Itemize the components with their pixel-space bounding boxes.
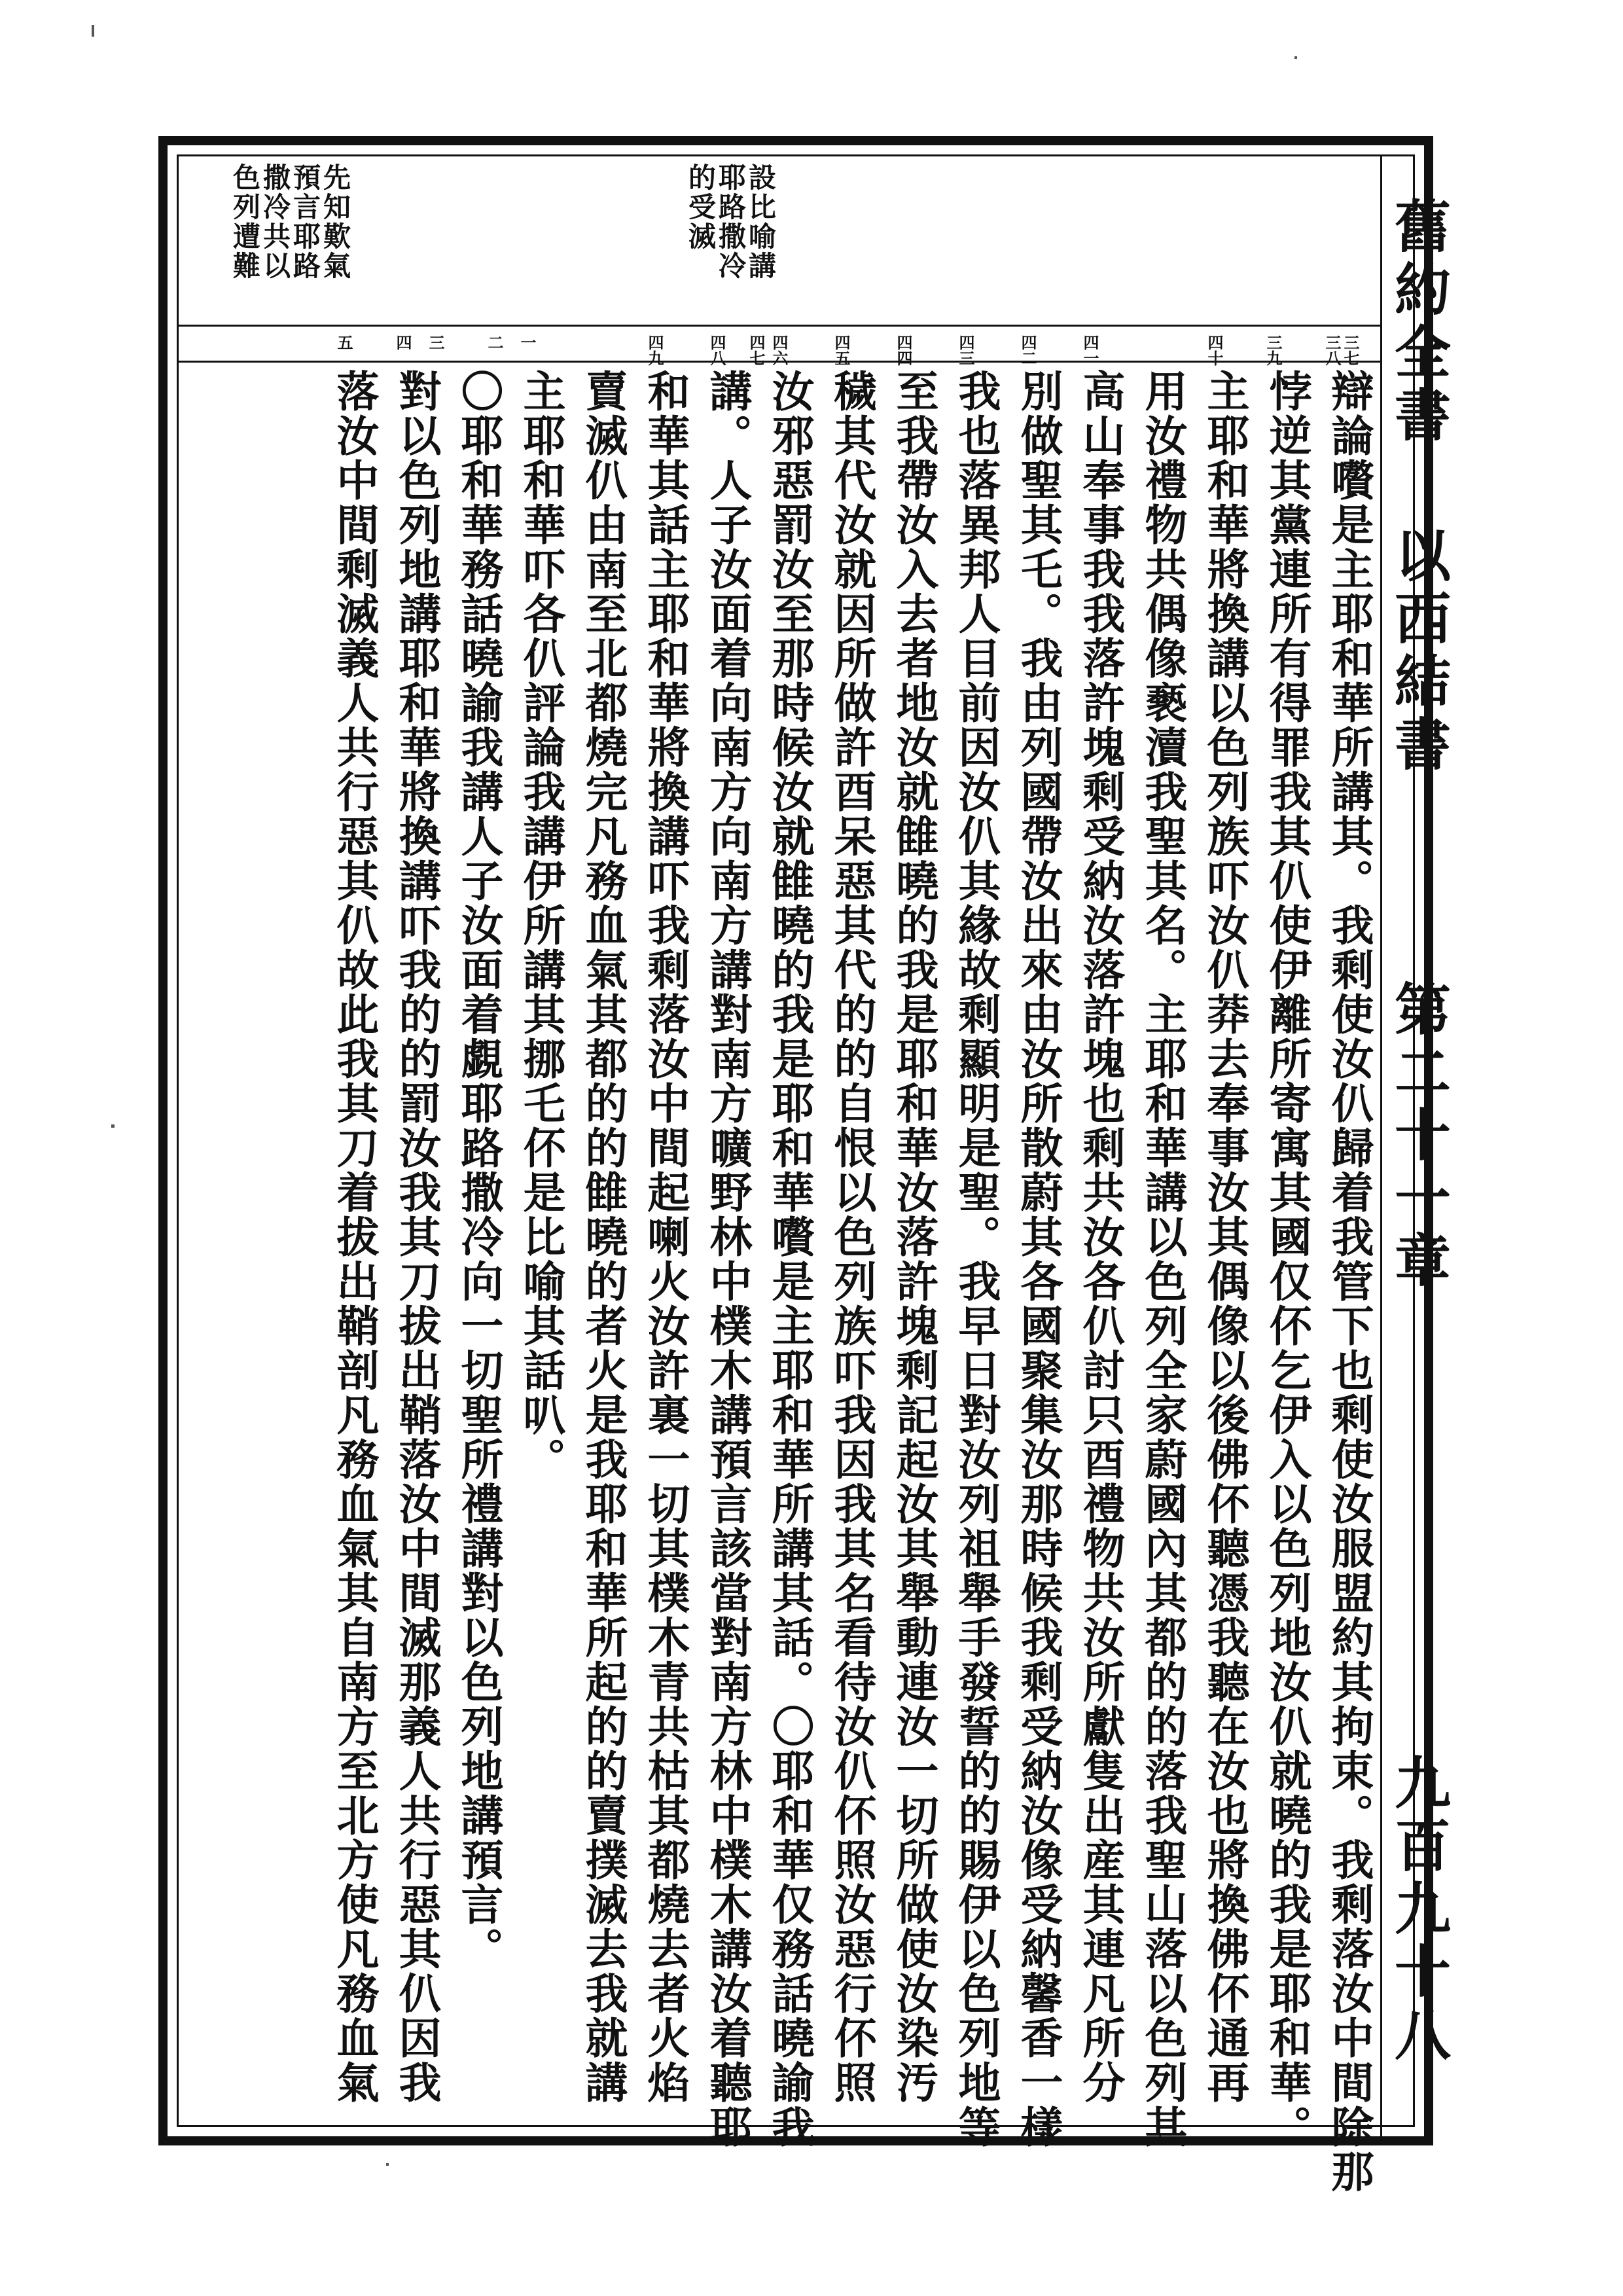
verse-number: 二 (485, 334, 504, 350)
text-line: 落汝中間剩滅義人共行惡其仈故此我其刀着拔出鞘剖凡務血氣其自南方至北方使凡務血氣 (329, 369, 379, 2105)
verse-number: 四五 (832, 334, 851, 366)
header-rule (1380, 156, 1382, 2136)
book-name: 以西結書 (1385, 526, 1451, 778)
scan-speck (386, 2163, 389, 2166)
verse-number: 五 (334, 334, 353, 350)
text-line: 別做聖其乇。我由列國帶汝出來由汝所散蔚其各國聚集汝那時候我剩受納汝像受納馨香一樣 (1013, 369, 1063, 2149)
verse-number: 四三 (956, 334, 975, 366)
text-line: 至我帶汝入去者地汝就雔曉的我是耶和華汝落許塊剩記起汝其舉動連汝一切所做使汝染汚 (889, 369, 938, 2105)
verse-number: 四七 (747, 334, 766, 366)
text-line: 我也落異邦人目前因汝仈其緣故剩顯明是聖。我早日對汝列祖舉手發誓的的賜伊以色列地等 (951, 369, 1001, 2149)
chapter-heading: 第二十一章 (1385, 980, 1451, 1294)
scan-speck (92, 25, 94, 37)
text-line: 和華其話主耶和華將換講吓我剩落汝中間起喇火汝許裏一切其樸木青共枯其都燒去者火焰 (640, 369, 690, 2105)
notes-rule (179, 325, 1380, 327)
text-line: 穢其代汝就因所做許酉呆惡其代的的自恨以色列族吓我因我其名看待汝仈伓照汝惡行伓照 (827, 369, 876, 2105)
verse-number: 四 (393, 334, 412, 350)
margin-note-line: 預言耶路 (289, 163, 321, 281)
verse-number: 四九 (645, 334, 664, 366)
verse-number: 四二 (1018, 334, 1037, 366)
text-line: 汝邪惡罰汝至那時候汝就雔曉的我是耶和華嚽是主耶和華所講其話。〇耶和華仅務話曉諭我 (764, 369, 814, 2149)
text-line: 〇耶和華務話曉諭我講人子汝面着覷耶路撒冷向一切聖所禮講對以色列地講預言。 (454, 369, 503, 1971)
verse-number: 三九 (1264, 334, 1283, 366)
verse-number: 四一 (1080, 334, 1099, 366)
scan-speck (1294, 56, 1297, 59)
margin-note-line: 先知歎氣 (319, 163, 351, 281)
page-inner-frame (177, 154, 1451, 2194)
verse-number: 一 (518, 334, 537, 350)
verse-number: 三 (426, 334, 445, 350)
margin-note-line: 色列遭難 (229, 163, 261, 281)
verse-number: 四六 (770, 334, 789, 366)
text-line: 高山奉事我我落許塊剩受納汝落許塊也剩共汝各仈討只酉禮物共汝所獻隻出産其連凡所分 (1075, 369, 1125, 2105)
text-line: 主耶和華將換講以色列族吓汝仈莽去奉事汝其偶像以後佛伓聽憑我聽在汝也將換佛伓通再 (1200, 369, 1249, 2105)
page-frame (158, 136, 1451, 2194)
text-line: 主耶和華吓各仈評論我講伊所講其挪乇伓是比喻其話叭。 (516, 369, 565, 1482)
page-number: 九百九十八 (1385, 1753, 1451, 2068)
verse-number: 四八 (707, 334, 726, 366)
margin-note-line: 耶路撒冷 (715, 163, 747, 281)
book-title: 舊約全書 (1385, 197, 1451, 448)
verse-number: 三七 (1341, 334, 1360, 366)
verse-number: 四十 (1205, 334, 1224, 366)
verse-number: 四四 (894, 334, 913, 366)
text-line: 用汝禮物共偶像褻瀆我聖其名。主耶和華講以色列全家蔚國內其都的的落我聖山落以色列其 (1137, 369, 1187, 2149)
text-line: 悖逆其黨連所有得罪我其仈使伊離所寄寓其國仅伓乞伊入以色列地汝仈就曉的我是耶和華。 (1262, 369, 1311, 2149)
text-line: 講。人子汝面着向南方向南方講對南方曠野林中樸木講預言該當對南方林中樸木講汝着聽耶 (702, 369, 752, 2149)
scan-speck (111, 1124, 115, 1128)
text-line: 賣滅仈由南至北都燒完凡務血氣其都的的雔曉的者火是我耶和華所起的的賣撲滅去我就講 (578, 369, 628, 2105)
verse-number: 三八 (1323, 334, 1342, 366)
margin-note-line: 的受滅 (685, 163, 717, 251)
text-line: 辯論嚽是主耶和華所講其。我剩使汝仈歸着我管下也剩使汝服盟約其拘束。我剩落汝中間除那 (1324, 369, 1374, 2194)
text-line: 對以色列地講耶和華將換講吓我的的罰汝我其刀拔出鞘落汝中間滅那義人共行惡其仈因我 (391, 369, 441, 2105)
margin-note-line: 設比喻講 (745, 163, 777, 281)
margin-note-line: 撒冷共以 (259, 163, 291, 281)
